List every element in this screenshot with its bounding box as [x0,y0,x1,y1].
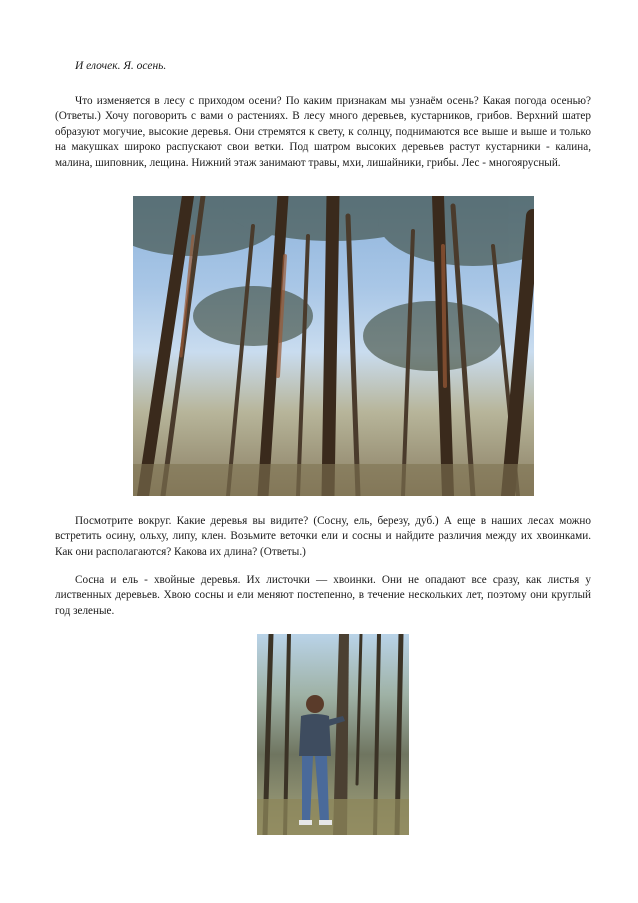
paragraph-tree-types: Посмотрите вокруг. Какие деревья вы видите? (Сосну, ель, березу, дуб.) А еще в наших лесах можно встретить осину, ольху, липу, клен. Возьмите веточки ели и сосны и найдите различия между их хвоинками. Как они располагаются? Какова их длина? (Ответы.) [55,515,591,558]
document-heading: И елочек. Я. осень. [75,60,167,72]
boy-forest-illustration [257,634,409,835]
paragraph-conifers: Сосна и ель - хвойные деревья. Их листочки — хвоинки. Они не опадают все сразу, как листья у лиственных деревьев. Хвою сосны и ели меняют постепенно, в течение нескольких лет, поэтому они круглый год зеленые. [55,574,591,617]
forest-photo [133,196,534,496]
boy-by-tree-photo [257,634,409,835]
pine-trees-illustration [133,196,534,496]
paragraph-forest-layers: Что изменяется в лесу с приходом осени? По каким признакам мы узнаём осень? Какая погода осенью? (Ответы.) Хочу поговорить с вами о растениях. В лесу много деревьев, кустарников, грибов. Верхний шатер образуют могучие, высокие деревья. Они стремятся к свету, к солнцу, поднимаются все выше и выше и только на макушках широко распускают свои ветки. Под шатром высоких деревьев растут кустарники - калина, малина, шиповник, лещина. Нижний этаж занимают травы, мхи, лишайники, грибы. Лес - многоярусный. [55,95,591,169]
